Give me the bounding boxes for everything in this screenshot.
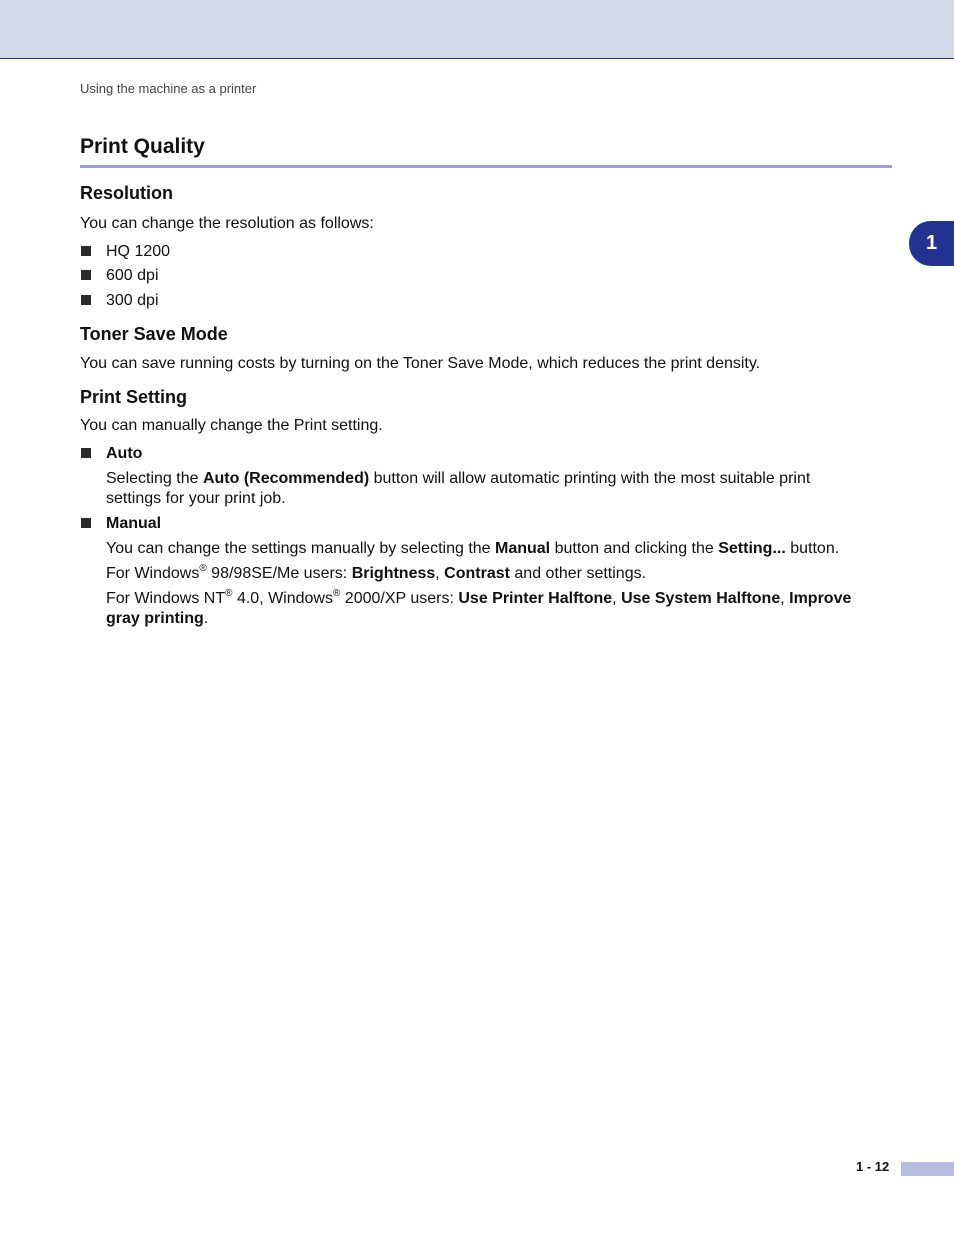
resolution-option: HQ 1200 [106,243,171,260]
title-underline [80,165,892,168]
chapter-tab-number: 1 [926,232,938,254]
header-band [0,0,954,59]
text-run: and other settings. [509,565,647,582]
toner-save-body: You can save running costs by turning on the Toner Save Mode, which reduces the print density. [80,355,761,372]
resolution-intro: You can change the resolution as follows: [80,215,374,232]
print-setting-intro: You can manually change the Print setting. [80,417,383,434]
manual-label: Manual [106,515,162,532]
use-printer-halftone-term: Use Printer Halftone [458,590,613,607]
manual-paragraph-2 [106,564,896,584]
resolution-option: 600 dpi [106,267,159,284]
text-run: button and clicking the [550,540,719,557]
chapter-tab[interactable] [909,221,954,266]
square-bullet-icon [81,518,91,528]
brightness-term: Brightness [351,565,436,582]
text-run: You can change the settings manually by selecting the [106,540,495,557]
text-run: For Windows NT [106,590,226,607]
footer-accent-bar [901,1162,954,1176]
auto-description [106,469,896,509]
text-run: , [612,590,622,607]
manual-paragraph-1 [106,539,896,559]
registered-mark: ® [332,587,341,599]
text-run: button. [785,540,840,557]
square-bullet-icon [81,246,91,256]
improve-term: Improve [789,590,852,607]
text-run: For Windows [106,565,200,582]
use-system-halftone-term: Use System Halftone [621,590,781,607]
text-run: 2000/XP users: [340,590,459,607]
square-bullet-icon [81,448,91,458]
text-run: 4.0, Windows [232,590,333,607]
running-head: Using the machine as a printer [80,81,257,96]
text-run: , [780,590,790,607]
registered-mark: ® [225,587,233,599]
auto-recommended-term: Auto (Recommended) [202,470,370,487]
text-run: button will allow automatic printing with the most suitable print [369,470,811,487]
text-run: , [435,565,445,582]
page-number: 1 - 12 [856,1159,890,1174]
manual-term: Manual [495,540,551,557]
resolution-heading: Resolution [80,183,173,203]
text-run: settings for your print job. [106,490,286,507]
manual-paragraph-3 [106,589,896,629]
square-bullet-icon [81,295,91,305]
square-bullet-icon [81,270,91,280]
toner-save-heading: Toner Save Mode [80,324,228,344]
text-run: Selecting the [106,470,203,487]
text-run: . [203,610,209,627]
registered-mark: ® [199,562,207,574]
text-run: 98/98SE/Me users: [206,565,352,582]
gray-printing-term: gray printing [106,610,204,627]
print-setting-heading: Print Setting [80,387,187,407]
contrast-term: Contrast [444,565,510,582]
setting-term: Setting... [718,540,786,557]
page-title: Print Quality [80,135,205,158]
resolution-option: 300 dpi [106,292,159,309]
auto-label: Auto [106,445,143,462]
